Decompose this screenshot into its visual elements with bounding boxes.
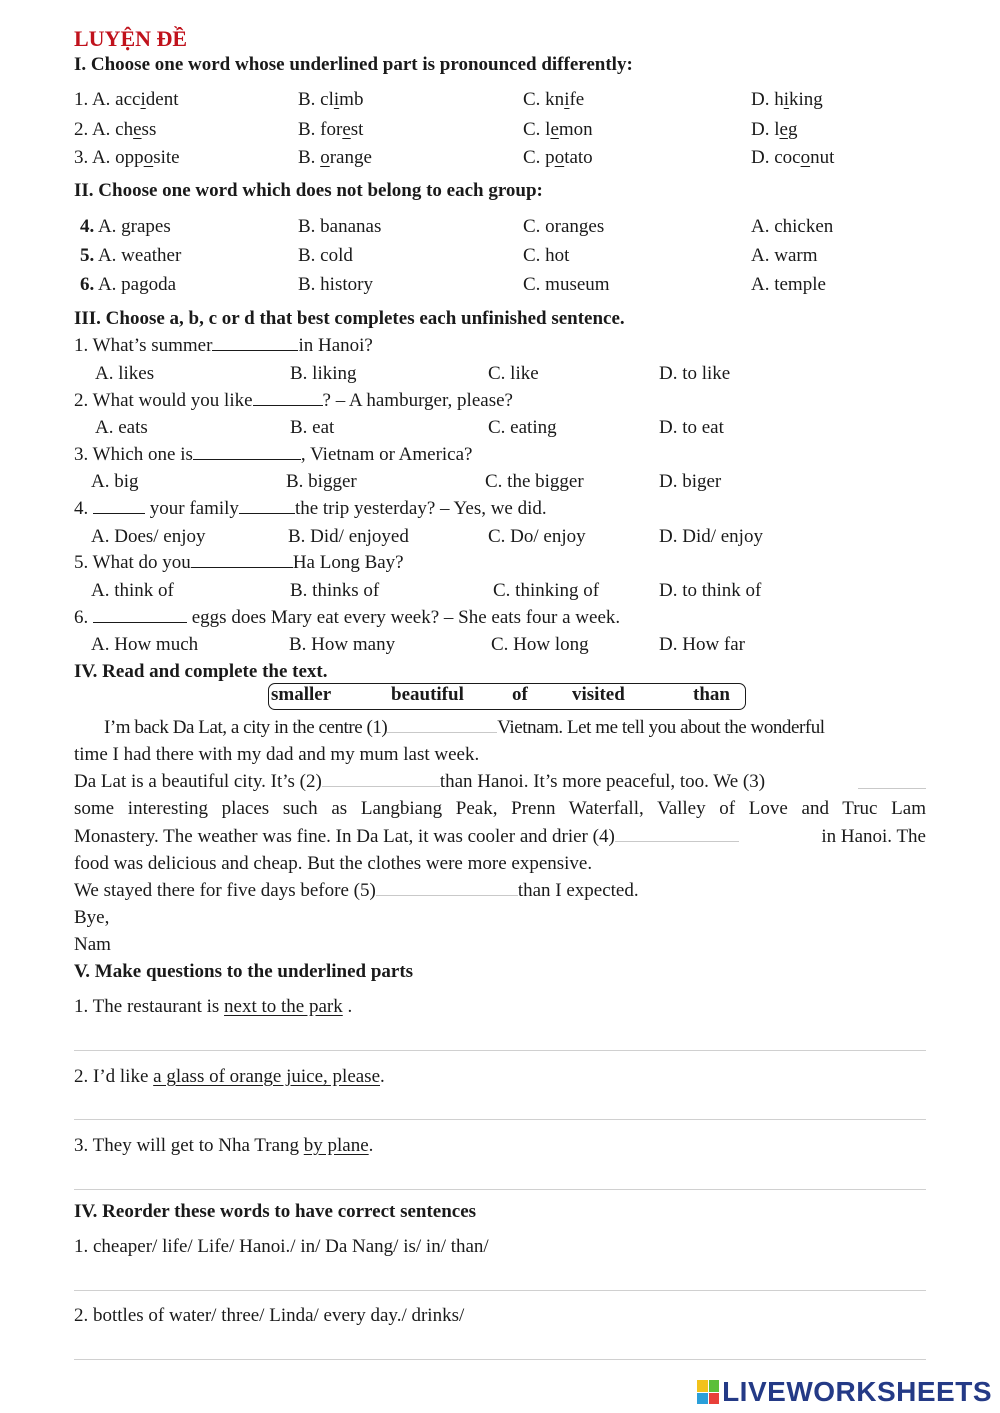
option-b[interactable]: B. thinks of [290, 580, 380, 601]
s5-question-3: 3. They will get to Nha Trang by plane. [74, 1135, 374, 1156]
answer-blank[interactable] [93, 512, 145, 514]
option-c[interactable]: C. Do/ enjoy [488, 526, 586, 547]
option-c[interactable]: C. How long [491, 634, 589, 655]
text-line: time I had there with my dad and my mum last week. [74, 744, 480, 765]
option-c[interactable]: C. thinking of [493, 580, 600, 601]
section3-heading: III. Choose a, b, c or d that best completes each unfinished sentence. [74, 308, 625, 329]
s1-r2-a: 2. A. chess [74, 119, 157, 140]
text-line: some interesting places such as Langbiang Peak, Prenn Waterfall, Valley of Love and Truc Lam [74, 798, 926, 819]
liveworksheets-logo[interactable] [697, 1377, 992, 1407]
answer-line[interactable] [74, 1119, 926, 1120]
s5-question-2: 2. I’d like a glass of orange juice, please. [74, 1066, 385, 1087]
option-a[interactable]: A. eats [95, 417, 148, 438]
s6-question-2: 2. bottles of water/ three/ Linda/ every day./ drinks/ [74, 1305, 465, 1326]
s1-r3-d: D. coconut [751, 147, 835, 168]
s1-r2-c: C. lemon [523, 119, 593, 140]
s3-question-5: 5. What do you Ha Long Bay? [74, 552, 404, 573]
s2-r3-d: A. temple [751, 274, 826, 295]
option-b[interactable]: B. liking [290, 363, 357, 384]
s1-r1-c: C. knife [523, 89, 585, 110]
s2-r1-c: C. oranges [523, 216, 605, 237]
s2-r2-c: C. hot [523, 245, 570, 266]
option-a[interactable]: A. Does/ enjoy [91, 526, 206, 547]
section1-heading: I. Choose one word whose underlined part is pronounced differently: [74, 54, 633, 75]
s3-question-4: 4. your family the trip yesterday? – Yes, we did. [74, 498, 547, 519]
option-d[interactable]: D. Did/ enjoy [659, 526, 763, 547]
option-b[interactable]: B. How many [289, 634, 396, 655]
section4-heading: IV. Read and complete the text. [74, 661, 328, 682]
option-d[interactable]: D. to eat [659, 417, 724, 438]
blank-1[interactable] [387, 731, 497, 733]
blank-3[interactable] [858, 787, 926, 789]
s2-r1-b: B. bananas [298, 216, 382, 237]
word-bank [268, 683, 746, 710]
answer-blank[interactable] [239, 512, 295, 514]
word-bank-item[interactable]: visited [572, 684, 625, 705]
brand-name: LIVEWORKSHEETS [722, 1376, 992, 1407]
option-a[interactable]: A. likes [95, 363, 155, 384]
option-a[interactable]: A. How much [91, 634, 199, 655]
answer-blank[interactable] [93, 621, 187, 623]
text-line: Da Lat is a beautiful city. It’s (2) than Hanoi. It’s more peaceful, too. We (3) [74, 771, 766, 792]
word-bank-item[interactable]: beautiful [391, 684, 464, 705]
s1-r1-a: 1. A. accident [74, 89, 179, 110]
s2-r1-a: 4. A. grapes [80, 216, 171, 237]
s6-question-1: 1. cheaper/ life/ Life/ Hanoi./ in/ Da Nang/ is/ in/ than/ [74, 1236, 489, 1257]
option-b[interactable]: B. bigger [286, 471, 357, 492]
option-c[interactable]: C. the bigger [485, 471, 584, 492]
s5-question-1: 1. The restaurant is next to the park . [74, 996, 353, 1017]
option-a[interactable]: A. think of [91, 580, 174, 601]
option-b[interactable]: B. Did/ enjoyed [288, 526, 409, 547]
s2-r3-b: B. history [298, 274, 373, 295]
s1-r1-d: D. hiking [751, 89, 823, 110]
text-line: in Hanoi. The [821, 826, 926, 847]
text-line: food was delicious and cheap. But the clothes were more expensive. [74, 853, 593, 874]
text-line: We stayed there for five days before (5) than I expected. [74, 880, 639, 901]
s2-r3-c: C. museum [523, 274, 610, 295]
s1-r3-c: C. potato [523, 147, 593, 168]
answer-line[interactable] [74, 1189, 926, 1190]
answer-blank[interactable] [253, 404, 323, 406]
text-line: Nam [74, 934, 111, 955]
answer-line[interactable] [74, 1050, 926, 1051]
option-a[interactable]: A. big [91, 471, 139, 492]
answer-blank[interactable] [191, 566, 293, 568]
section2-heading: II. Choose one word which does not belong to each group: [74, 180, 543, 201]
s3-question-1: 1. What’s summer in Hanoi? [74, 335, 373, 356]
word-bank-item[interactable]: of [512, 684, 528, 705]
option-d[interactable]: D. biger [659, 471, 722, 492]
option-b[interactable]: B. eat [290, 417, 335, 438]
word-bank-item[interactable]: smaller [271, 684, 332, 705]
s1-r1-b: B. climb [298, 89, 364, 110]
s2-r2-a: 5. A. weather [80, 245, 182, 266]
answer-line[interactable] [74, 1290, 926, 1291]
blank-4[interactable] [615, 840, 739, 842]
answer-blank[interactable] [212, 349, 298, 351]
s2-r2-d: A. warm [751, 245, 818, 266]
option-d[interactable]: D. to think of [659, 580, 762, 601]
s1-r2-b: B. forest [298, 119, 364, 140]
section6-heading: IV. Reorder these words to have correct sentences [74, 1201, 477, 1222]
answer-blank[interactable] [193, 458, 301, 460]
s3-question-6: 6. eggs does Mary eat every week? – She eats four a week. [74, 607, 621, 628]
liveworksheets-logo-icon [697, 1380, 719, 1404]
blank-2[interactable] [322, 785, 440, 787]
s2-r3-a: 6. A. pagoda [80, 274, 177, 295]
s1-r3-a: 3. A. opposite [74, 147, 180, 168]
s1-r3-b: B. orange [298, 147, 372, 168]
s1-r2-d: D. leg [751, 119, 798, 140]
word-bank-item[interactable]: than [693, 684, 730, 705]
s2-r2-b: B. cold [298, 245, 353, 266]
blank-5[interactable] [376, 894, 518, 896]
option-d[interactable]: D. How far [659, 634, 746, 655]
answer-line[interactable] [74, 1359, 926, 1360]
s3-question-3: 3. Which one is , Vietnam or America? [74, 444, 473, 465]
section5-heading: V. Make questions to the underlined parts [74, 961, 414, 982]
s2-r1-d: A. chicken [751, 216, 834, 237]
option-c[interactable]: C. eating [488, 417, 557, 438]
s3-question-2: 2. What would you like ? – A hamburger, please? [74, 390, 513, 411]
text-line: Monastery. The weather was fine. In Da Lat, it was cooler and drier (4) [74, 826, 739, 848]
text-line: Bye, [74, 907, 110, 928]
text-line: I’m back Da Lat, a city in the centre (1) Vietnam. Let me tell you about the wonderful [104, 717, 825, 738]
option-d[interactable]: D. to like [659, 363, 731, 384]
option-c[interactable]: C. like [488, 363, 539, 384]
page-title: LUYỆN ĐỀ [74, 26, 188, 51]
